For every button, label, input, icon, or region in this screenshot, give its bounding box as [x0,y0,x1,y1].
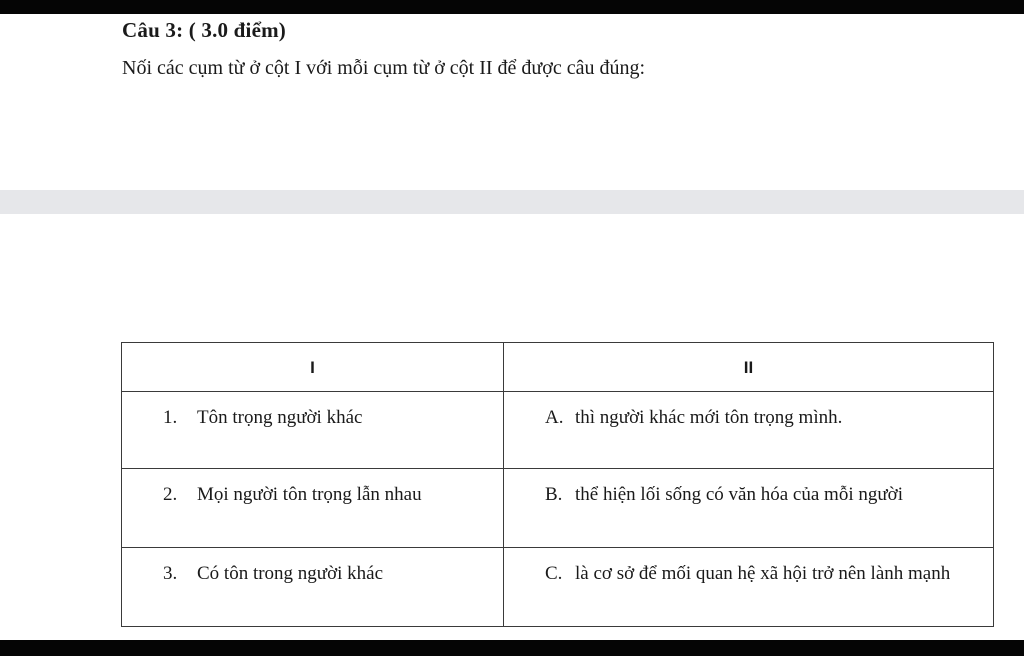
item-text: Tôn trọng người khác [197,407,363,428]
table-header-row [122,343,994,392]
option-text: là cơ sở để mối quan hệ xã hội trở nên lành mạnh [575,563,951,584]
column-ii-cell [504,469,994,548]
question-heading: Câu 3: ( 3.0 điểm) [122,18,287,42]
column-ii-cell [504,392,994,469]
option-text: thì người khác mới tôn trọng mình. [575,407,843,428]
column-header-ii: II [504,343,994,392]
option-text: thể hiện lối sống có văn hóa của mỗi người [575,484,903,505]
item-number: 3. [163,563,178,584]
matching-table [121,342,994,627]
column-ii-cell [504,548,994,627]
option-letter: A. [545,407,564,428]
bottom-black-bar [0,640,1024,656]
separator-band [0,190,1024,214]
item-number: 2. [163,484,178,505]
table-row [122,469,994,548]
item-text: Mọi người tôn trọng lẫn nhau [197,484,422,505]
option-letter: B. [545,484,563,505]
question-instruction: Nối các cụm từ ở cột I với mỗi cụm từ ở cột II để được câu đúng: [122,57,646,79]
table-row [122,392,994,469]
item-text: Có tôn trong người khác [197,563,384,584]
column-i-cell [122,469,504,548]
top-black-bar [0,0,1024,14]
column-i-cell [122,548,504,627]
column-i-cell [122,392,504,469]
item-number: 1. [163,407,178,428]
table-row [122,548,994,627]
column-header-i: I [122,343,504,392]
option-letter: C. [545,563,563,584]
